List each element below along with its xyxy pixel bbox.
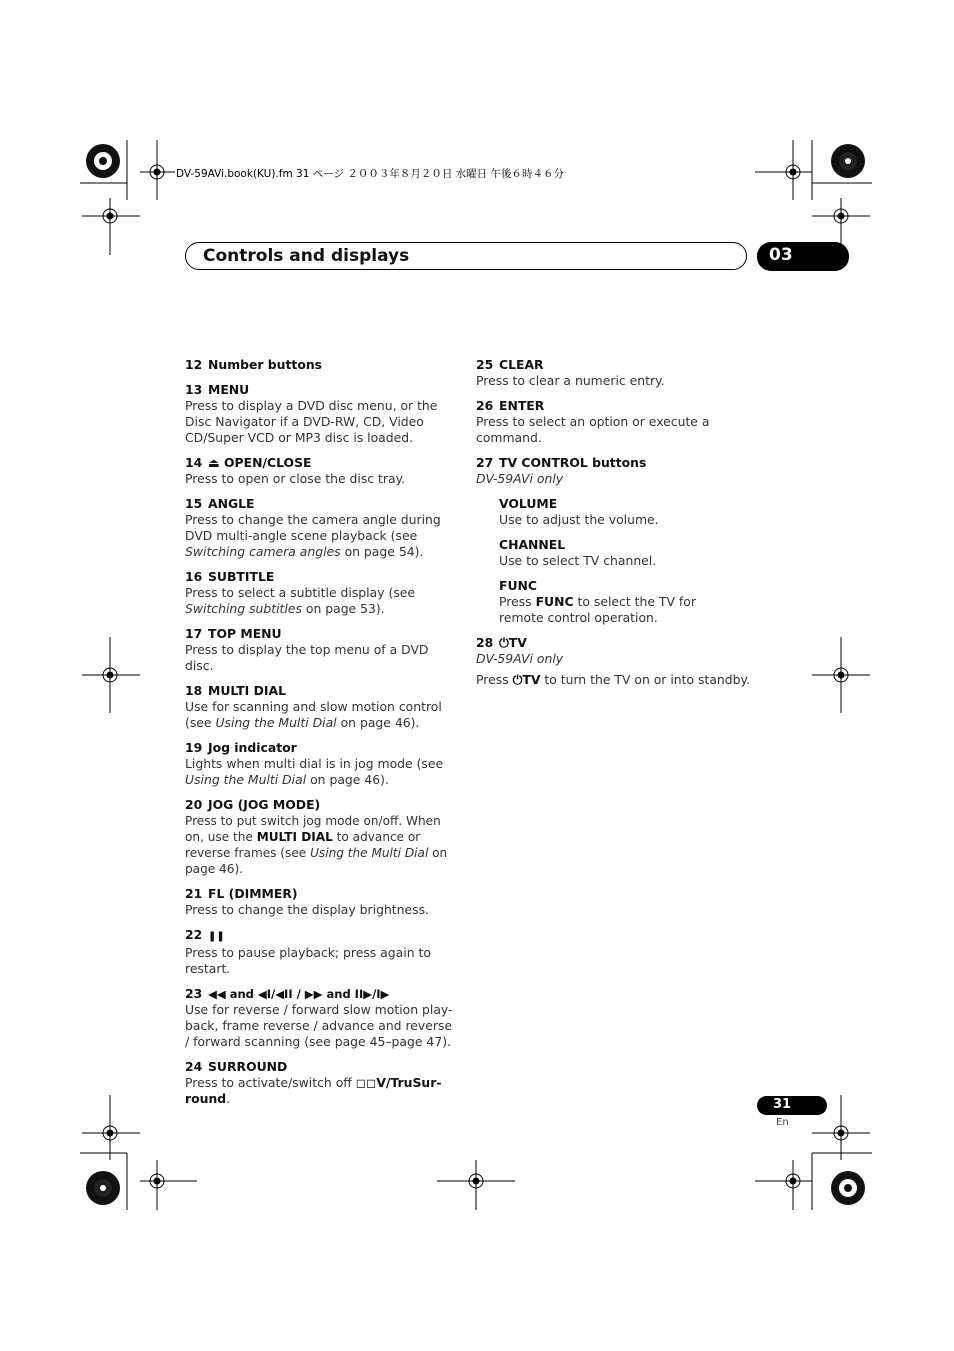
item-heading: ANGLE <box>208 496 255 511</box>
item-number: 26 <box>476 398 494 413</box>
item-17 <box>185 626 457 674</box>
model-note: DV-59AVi only <box>476 471 564 486</box>
item-heading: Number buttons <box>208 357 323 372</box>
sub-item-channel <box>499 537 766 569</box>
page-reference: Switching camera angles <box>185 544 341 559</box>
item-description: Lights when multi dial is in jog mode (see Using the Multi Dial on page 46). <box>185 756 444 787</box>
item-description: Press to pause playback; press again to restart. <box>185 945 431 976</box>
sub-item-heading: CHANNEL <box>499 537 566 552</box>
item-number: 28 <box>476 635 494 650</box>
item-number: 23 <box>185 986 203 1001</box>
item-26 <box>476 398 766 446</box>
item-16 <box>185 569 457 617</box>
item-15 <box>185 496 457 560</box>
item-description: Press to display the top menu of a DVD disc. <box>185 642 429 673</box>
page-reference: Using the Multi Dial <box>215 715 337 730</box>
item-description: Press to change the camera angle during DVD multi-angle scene playback (see Switching camera angles on page 54). <box>185 512 441 559</box>
item-18 <box>185 683 457 731</box>
item-heading: MULTI DIAL <box>208 683 286 698</box>
item-description: Press to clear a numeric entry. <box>476 373 665 388</box>
item-number: 21 <box>185 886 203 901</box>
item-number: 25 <box>476 357 494 372</box>
item-heading: CLEAR <box>499 357 544 372</box>
item-heading: ⏏ OPEN/CLOSE <box>208 455 312 470</box>
model-note: DV-59AVi only <box>476 651 564 666</box>
item-number: 20 <box>185 797 203 812</box>
sub-item-description: Press FUNC to select the TV for remote control operation. <box>499 594 696 625</box>
sub-item-description: Use to adjust the volume. <box>499 512 659 527</box>
item-heading: TOP MENU <box>208 626 282 641</box>
sub-item-description: Use to select TV channel. <box>499 553 657 568</box>
item-25 <box>476 357 766 389</box>
item-heading: ENTER <box>499 398 545 413</box>
item-heading: SUBTITLE <box>208 569 275 584</box>
pause-icon: ❚❚ <box>208 931 225 942</box>
item-number: 14 <box>185 455 203 470</box>
item-21 <box>185 886 457 918</box>
item-number: 15 <box>185 496 203 511</box>
right-column <box>476 357 766 697</box>
item-number: 24 <box>185 1059 203 1074</box>
item-13 <box>185 382 457 446</box>
item-number: 18 <box>185 683 203 698</box>
item-description: Press to select an option or execute a command. <box>476 414 710 445</box>
item-20 <box>185 797 457 877</box>
page-number-tab <box>757 1096 827 1115</box>
item-number: 27 <box>476 455 494 470</box>
left-column <box>185 357 457 1116</box>
page-reference: Using the Multi Dial <box>310 846 429 860</box>
item-heading: TV CONTROL buttons <box>499 455 647 470</box>
item-description: Press to open or close the disc tray. <box>185 471 406 486</box>
item-description: Press to change the display brightness. <box>185 902 429 917</box>
item-heading: SURROUND <box>208 1059 288 1074</box>
item-19 <box>185 740 457 788</box>
page-reference: Switching subtitles <box>185 601 302 616</box>
item-number: 16 <box>185 569 203 584</box>
item-heading: MENU <box>208 382 250 397</box>
sub-item-heading: VOLUME <box>499 496 558 511</box>
section-title-bar <box>185 242 747 270</box>
item-23 <box>185 986 457 1050</box>
page-reference: Using the Multi Dial <box>185 772 307 787</box>
item-description: Use for reverse / forward slow motion play-back, frame reverse / advance and reverse / forward scanning (see page 45–page 47). <box>185 1002 453 1049</box>
item-22 <box>185 927 457 977</box>
item-heading: FL (DIMMER) <box>208 886 298 901</box>
item-12 <box>185 357 457 373</box>
item-number: 17 <box>185 626 203 641</box>
chapter-tab <box>757 242 849 271</box>
item-description: Press to select a subtitle display (see Switching subtitles on page 53). <box>185 585 416 616</box>
item-27 <box>476 455 766 626</box>
chapter-number: 03 <box>769 245 793 265</box>
sub-item-func <box>499 578 739 626</box>
item-heading: Jog indicator <box>208 740 297 755</box>
language-label: En <box>776 1117 789 1128</box>
item-description: Press to display a DVD disc menu, or the Disc Navigator if a DVD-RW, CD, Video CD/Super VCD or MP3 disc is loaded. <box>185 398 438 445</box>
item-number: 19 <box>185 740 203 755</box>
page-number: 31 <box>773 1097 792 1112</box>
item-heading: ◀◀ and ◀I/◀II / ▶▶ and II▶/I▶ <box>208 987 390 1001</box>
item-number: 22 <box>185 927 203 942</box>
item-24 <box>185 1059 457 1107</box>
item-14 <box>185 455 457 487</box>
item-heading: JOG (JOG MODE) <box>208 797 321 812</box>
item-description: Press to put switch jog mode on/off. When on, use the MULTI DIAL to advance or reverse frames (see Using the Multi Dial on page 46). <box>185 814 448 876</box>
sub-item-heading: FUNC <box>499 578 537 593</box>
page-title: Controls and displays <box>203 246 410 266</box>
item-number: 12 <box>185 357 203 372</box>
item-description: Press to activate/switch off ◻◻V/TruSur-round. <box>185 1075 442 1106</box>
item-description: Press ⏻TV to turn the TV on or into standby. <box>476 672 751 687</box>
item-number: 13 <box>185 382 203 397</box>
power-tv-heading: ⏻TV <box>499 635 527 650</box>
item-28 <box>476 635 766 688</box>
sub-item-volume <box>499 496 766 528</box>
item-description: Use for scanning and slow motion control (see Using the Multi Dial on page 46). <box>185 699 442 730</box>
print-info-line: DV-59AVi.book(KU).fm 31 ページ ２００３年８月２０日 水曜日 午後６時４６分 <box>176 168 565 180</box>
